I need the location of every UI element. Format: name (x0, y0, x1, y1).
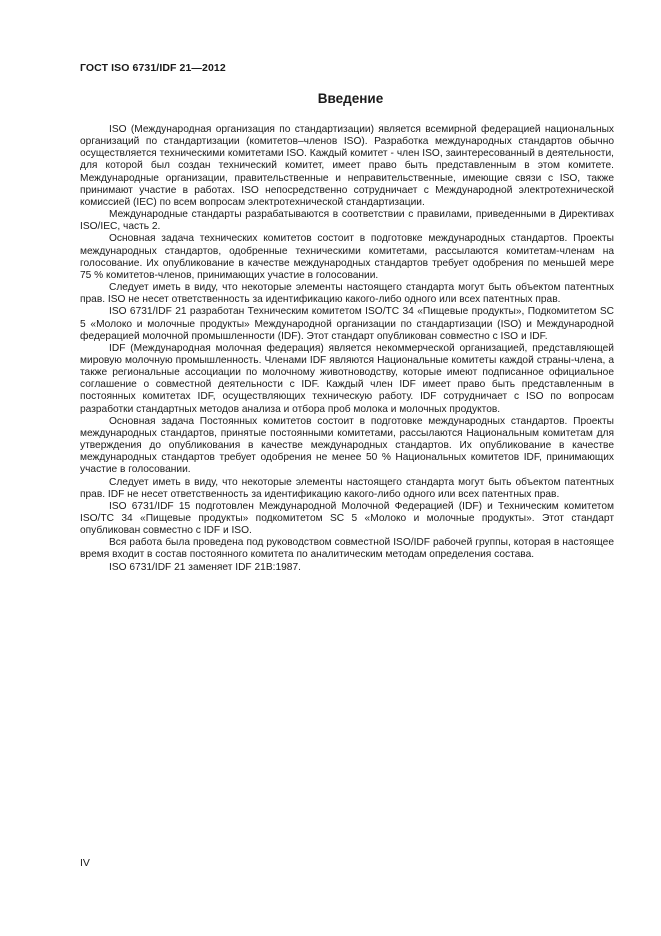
paragraph: ISO 6731/IDF 15 подготовлен Международной Молочной Федерацией (IDF) и Техническим комитетом ISO/TC 34 «Пищевые продукты» подкомитетом SC 5 «Молоко и молочные продукты». Этот стандарт опубликован совместно с IDF и ISO. (80, 500, 614, 537)
section-title: Введение (317, 91, 384, 106)
page-number: IV (80, 857, 90, 869)
paragraph: ISO (Международная организация по стандартизации) является всемирной федерацией национальных организаций по стандартизации (комитетов–членов ISO). Разработка международных стандартов обычно осуществляется техническими комитетами ISO. Каждый комитет - член ISO, заинтересованный в деятельности, для которой был создан технический комитет, имеет право быть представленным в этом комитете. Международные организации, правительственные и неправительственные, имеющие связи с ISO, также принимают участие в работах. ISO непосредственно сотрудничает с Международной электротехнической комиссией (IEC) по всем вопросам электротехнической стандартизации. (80, 124, 614, 208)
body-text (80, 124, 614, 574)
paragraph: ISO 6731/IDF 21 разработан Техническим комитетом ISO/TC 34 «Пищевые продукты», Подкомитетом SC 5 «Молоко и молочные продукты» Международной организации по стандартизации (ISO) и Международной федерацией молочной промышленности (IDF). Этот стандарт опубликован совместно с ISO и IDF. (80, 306, 614, 342)
paragraph: IDF (Международная молочная федерация) является некоммерческой организацией, представляющей мировую молочную промышленность. Членами IDF являются Национальные комитеты каждой страны-члена, а также региональные ассоциации по молочному животноводству, которые имеют подписанное официальное соглашение о совместной деятельности с IDF. Каждый член IDF имеет право быть представленным в постоянных комитетах IDF, осуществляющих техническую работу. IDF сотрудничает с ISO по вопросам разработки стандартных методов анализа и отбора проб молока и молочных продуктов. (80, 342, 614, 415)
paragraph: Основная задача технических комитетов состоит в подготовке международных стандартов. Проекты международных стандартов, одобренные техническими комитетами, рассылаются комитетам-членам на голосование. Их опубликование в качестве международных стандартов требует одобрения по меньшей мере 75 % комитетов-членов, принимающих участие в голосовании. (80, 233, 614, 281)
paragraph: Следует иметь в виду, что некоторые элементы настоящего стандарта могут быть объектом патентных прав. ISO не несет ответственность за идентификацию какого-либо одного или всех патентных прав. (80, 282, 614, 306)
paragraph: ISO 6731/IDF 21 заменяет IDF 21B:1987. (109, 561, 301, 573)
paragraph: Основная задача Постоянных комитетов состоит в подготовке международных стандартов. Проекты международных стандартов, принятые постоянными комитетами, рассылаются Национальным комитетам для утверждения до опубликования в качестве международных стандартов. Их опубликование в качестве международных стандартов требует одобрения не менее 50 % Национальных комитетов IDF, принимающих участие в голосовании. (80, 415, 614, 476)
paragraph: Следует иметь в виду, что некоторые элементы настоящего стандарта могут быть объектом патентных прав. IDF не несет ответственность за идентификацию какого-либо одного или всех патентных прав. (80, 476, 614, 500)
paragraph: Вся работа была проведена под руководством совместной ISO/IDF рабочей группы, которая в настоящее время входит в состав постоянного комитета по аналитическим методам определения состава. (80, 537, 614, 561)
paragraph: Международные стандарты разрабатываются в соответствии с правилами, приведенными в Директивах ISO/IEC, часть 2. (80, 209, 614, 233)
document-header: ГОСТ ISO 6731/IDF 21—2012 (80, 62, 226, 74)
